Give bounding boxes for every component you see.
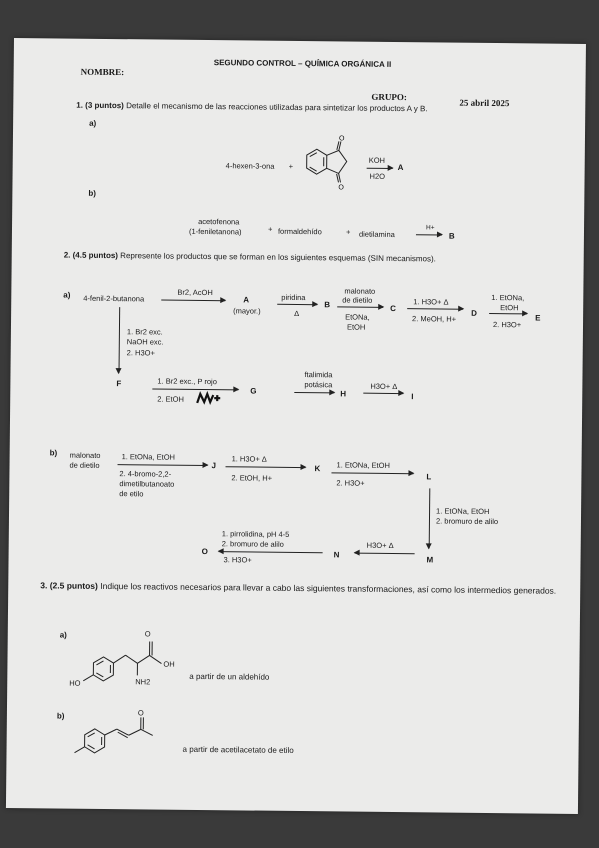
q1-b-reactant3: dietilamina xyxy=(358,229,395,239)
q3-a-o: O xyxy=(144,629,151,639)
q1-b-reactant1-line2: (1-feniletanona) xyxy=(188,226,242,237)
q2-b-arrow3 xyxy=(331,472,413,474)
q2-b-step4-line1: 1. EtONa, EtOH xyxy=(436,506,490,517)
q2-a-step2-top: piridina xyxy=(281,292,306,303)
q1-b-reactant2: formaldehído xyxy=(277,226,322,237)
q2-a-step3-bottom1: EtONa, xyxy=(345,312,370,322)
q2-b-step6-line2: 2. bromuro de alilo xyxy=(221,539,284,549)
q2-a-step3-top1: malonato xyxy=(344,286,376,296)
name-label: NOMBRE: xyxy=(80,66,125,78)
q1-a-label: a) xyxy=(89,118,97,128)
q2-a-H: H xyxy=(340,389,347,399)
q1-heading: 1. (3 puntos) Detalle el mecanismo de las reacciones utilizadas para sintetizar los productos A y B. xyxy=(76,100,428,114)
q1-b-reagent: H+ xyxy=(425,224,435,232)
q1-b-label: b) xyxy=(88,188,96,198)
q3-b-label: b) xyxy=(56,711,65,721)
q2-b-arrow5 xyxy=(355,553,415,555)
q1-b-product: B xyxy=(448,231,455,241)
q3-a-text: a partir de un aldehído xyxy=(189,671,270,682)
q2-b-step4-line2: 2. bromuro de alilo xyxy=(435,516,499,527)
indanedione-structure xyxy=(300,135,360,192)
q2-b-arrow1 xyxy=(118,464,208,466)
q1-a-reagent-top: KOH xyxy=(368,155,386,165)
q2-a-I: I xyxy=(411,392,414,402)
q2-a-step1: Br2, AcOH xyxy=(177,287,213,298)
q2-b-J: J xyxy=(211,461,217,471)
q2-a-A: A xyxy=(243,295,250,305)
q1-a-reactant: 4-hexen-3-ona xyxy=(225,161,275,171)
q2-a-step7-top2: potásica xyxy=(304,380,333,390)
q2-a-D: D xyxy=(471,308,477,318)
q2-a-arrow3 xyxy=(337,306,383,307)
q2-a-G: G xyxy=(250,386,257,396)
q1-b-reactant1-line1: acetofenona xyxy=(198,216,240,227)
q2-b-step1-top: 1. EtONa, EtOH xyxy=(121,452,176,462)
q3-b-o: O xyxy=(137,708,144,718)
svg-text:O: O xyxy=(338,184,344,192)
q3-a-oh: OH xyxy=(163,659,175,669)
q1-b-plus1: + xyxy=(267,224,273,234)
handwritten-correction-mark xyxy=(196,392,222,404)
q2-b-step6-line1: 1. pirrolidina, pH 4-5 xyxy=(221,529,290,539)
q2-a-arrow7 xyxy=(294,392,334,393)
q2-b-step3-top: 1. EtONa, EtOH xyxy=(336,460,390,470)
q2-a-step6-top: 1. Br2 exc., P rojo xyxy=(157,376,217,387)
q2-a-E: E xyxy=(535,313,541,323)
q2-a-start: 4-fenil-2-butanona xyxy=(83,293,145,304)
q1-a-arrow xyxy=(367,168,393,169)
q2-a-arrow1 xyxy=(161,300,225,302)
q1-a-reagent-bottom: H2O xyxy=(369,171,386,181)
q2-a-step6-bottom: 2. EtOH xyxy=(157,394,184,404)
q2-a-step3-top2: de dietilo xyxy=(342,295,373,305)
q2-b-L: L xyxy=(426,472,432,482)
q1-b-arrow xyxy=(416,234,442,235)
q2-b-M: M xyxy=(426,555,434,565)
exam-sheet xyxy=(6,38,586,814)
benzylideneacetone-structure xyxy=(62,707,183,768)
q2-b-O: O xyxy=(201,546,208,557)
svg-text:O: O xyxy=(338,135,345,143)
q2-a-step2-bottom: Δ xyxy=(294,308,300,319)
q2-b-step1-bottom2: dimetilbutanoato xyxy=(119,479,175,489)
q2-b-step1-bottom3: de etilo xyxy=(119,489,144,499)
q2-a-down2: NaOH exc. xyxy=(126,337,164,347)
q1-a-product: A xyxy=(397,163,404,173)
q2-a-arrow8 xyxy=(363,393,403,394)
q2-a-B: B xyxy=(324,300,331,310)
q2-b-step2-top: 1. H3O+ Δ xyxy=(231,454,267,464)
q2-a-arrow5 xyxy=(489,313,527,314)
q3-a-label: a) xyxy=(59,630,67,640)
q2-a-step7-top1: ftalimida xyxy=(304,370,333,380)
q3-a-ho: HO xyxy=(69,678,81,688)
q2-b-K: K xyxy=(314,464,321,474)
q2-b-step6-line3: 3. H3O+ xyxy=(223,555,252,565)
q2-b-label: b) xyxy=(49,448,58,458)
q2-a-F: F xyxy=(116,379,122,389)
q3-heading: 3. (2.5 puntos) Indique los reactivos necesarios para llevar a cabo las siguientes transformaciones, así como los intermedios generados. xyxy=(40,580,557,596)
q3-a-nh2: NH2 xyxy=(135,677,151,687)
q2-a-arrow2 xyxy=(277,304,317,305)
q2-b-step3-bottom: 2. H3O+ xyxy=(336,478,365,488)
q2-b-down-arrow xyxy=(429,488,431,548)
q3-b-text: a partir de acetilacetato de etilo xyxy=(182,744,294,755)
q2-a-step5-top1: 1. EtONa, xyxy=(491,293,525,303)
q2-a-A-note: (mayor.) xyxy=(233,306,261,316)
q2-b-arrow2 xyxy=(226,466,306,468)
group-label: GRUPO: xyxy=(371,91,407,103)
q2-a-step8-top: H3O+ Δ xyxy=(370,381,398,392)
exam-date: 25 abril 2025 xyxy=(459,97,510,109)
q2-a-down-arrow xyxy=(118,307,120,373)
q2-a-step3-bottom2: EtOH xyxy=(346,322,366,332)
q2-b-arrow6 xyxy=(219,551,323,553)
q2-a-arrow4 xyxy=(407,308,463,310)
q1-b-plus2: + xyxy=(345,227,351,237)
q2-heading: 2. (4.5 puntos) Represente los productos que se forman en los siguientes esquemas (SIN mecanismos). xyxy=(63,250,436,264)
q2-b-start1: malonato xyxy=(69,450,101,460)
q2-a-down3: 2. H3O+ xyxy=(126,348,155,358)
q2-a-C: C xyxy=(390,303,397,314)
q2-a-label: a) xyxy=(63,290,71,300)
q1-a-plus: + xyxy=(288,161,294,171)
q2-a-arrow6 xyxy=(152,388,238,390)
q2-b-step2-bottom: 2. EtOH, H+ xyxy=(231,473,273,483)
q2-a-step5-bottom: 2. H3O+ xyxy=(492,320,522,330)
q2-b-N: N xyxy=(333,550,340,560)
q2-a-step5-top2: EtOH xyxy=(500,303,519,313)
exam-title: SEGUNDO CONTROL – QUÍMICA ORGÁNICA II xyxy=(213,58,392,69)
q2-b-start2: de dietilo xyxy=(69,460,100,470)
q2-b-step1-bottom1: 2. 4-bromo-2,2- xyxy=(119,469,172,479)
q2-a-step4-top: 1. H3O+ Δ xyxy=(413,297,449,307)
q2-a-step4-bottom: 2. MeOH, H+ xyxy=(412,314,457,324)
q2-b-step5-top: H3O+ Δ xyxy=(366,540,394,551)
q2-a-down1: 1. Br2 exc. xyxy=(126,327,163,337)
